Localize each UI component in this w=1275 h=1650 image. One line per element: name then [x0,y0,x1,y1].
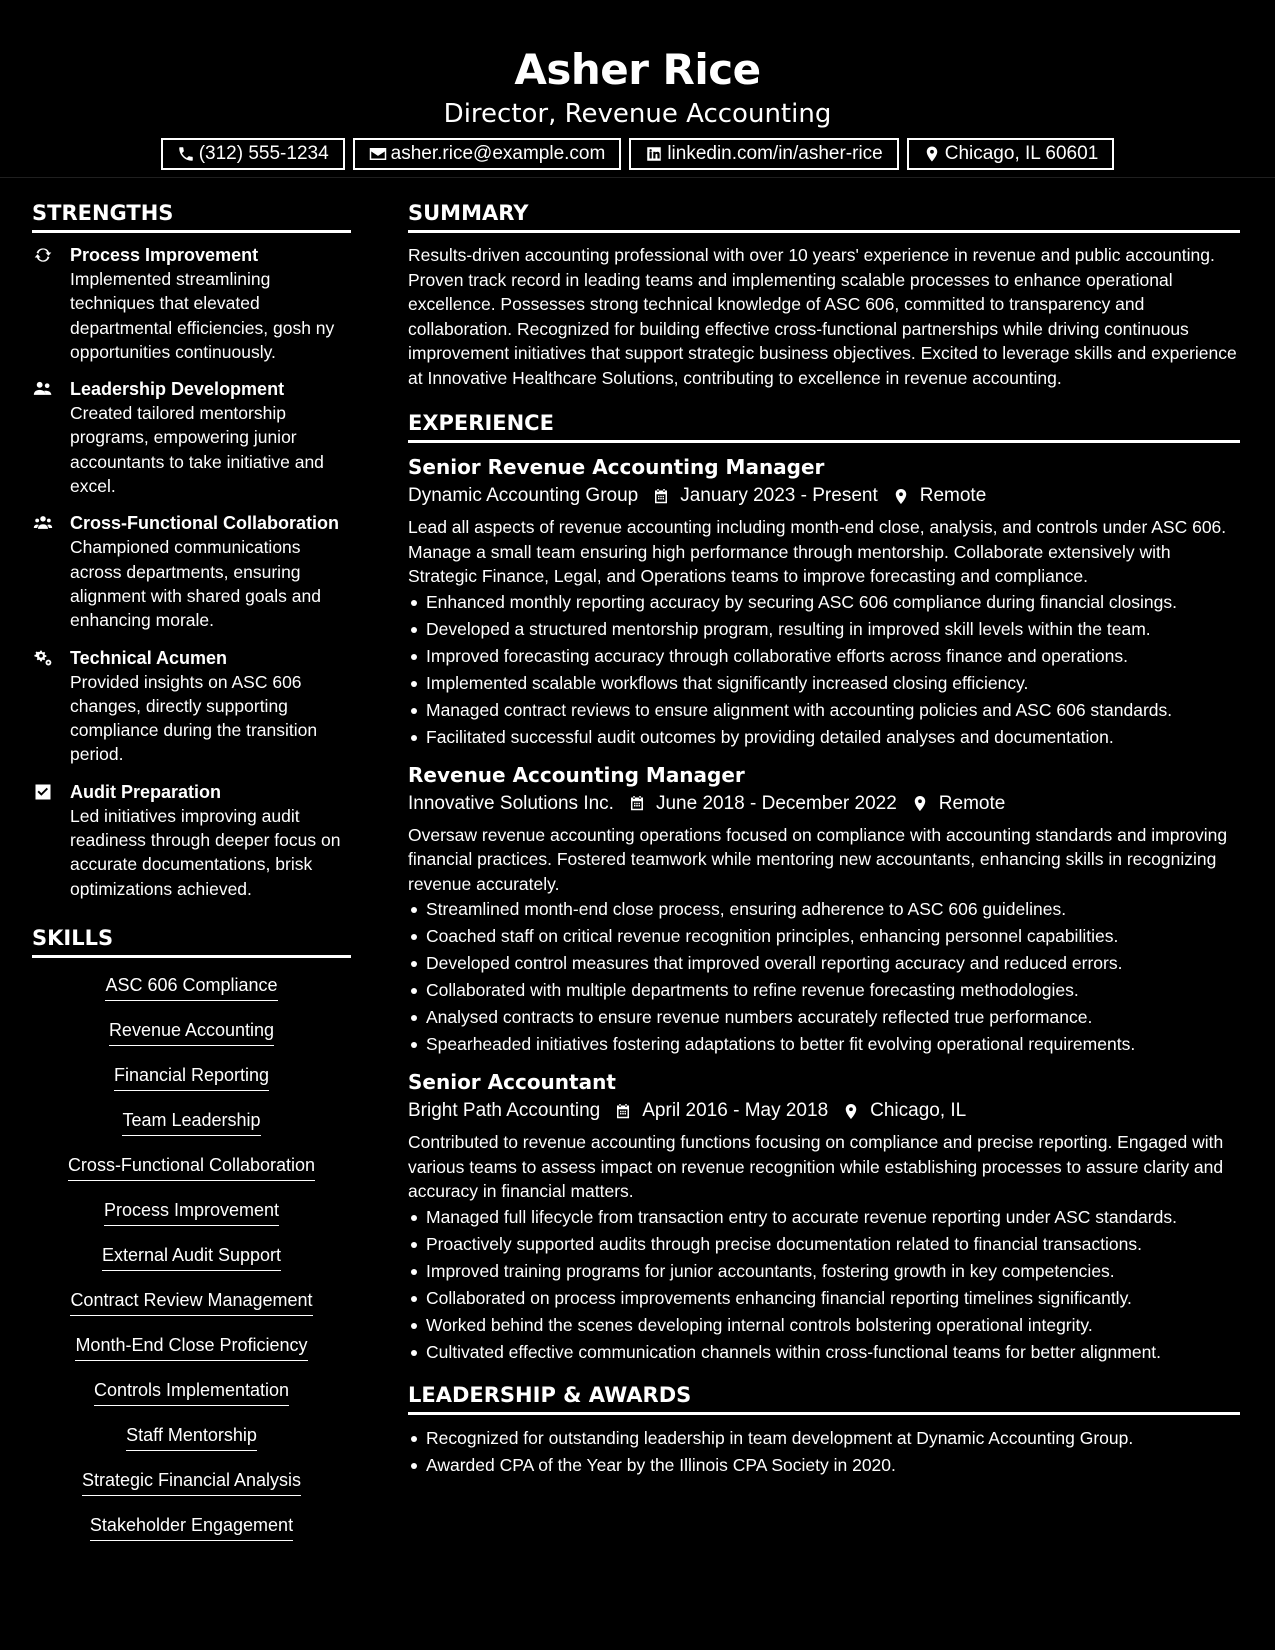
strength-title: Cross-Functional Collaboration [70,513,340,534]
experience-heading: EXPERIENCE [408,406,1240,443]
map-pin-icon [923,145,941,163]
bullet-item: Cultivated effective communication channels within cross-functional teams for better alignment. [408,1339,1240,1366]
job-location: Chicago, IL [870,1100,967,1121]
strength-title: Leadership Development [70,379,285,400]
map-pin-icon [892,487,910,506]
candidate-name: Asher Rice [514,45,761,94]
strength-item [32,243,351,364]
strength-title: Technical Acumen [70,647,228,668]
skills-heading: SKILLS [32,921,351,958]
skill-tag: External Audit Support [102,1242,281,1271]
bullet-item: Enhanced monthly reporting accuracy by securing ASC 606 compliance during financial closings. [408,589,1240,616]
calendar-icon [628,794,646,813]
bullet-item: Worked behind the scenes developing internal controls bolstering operational integrity. [408,1312,1240,1339]
resume-header [0,0,1275,178]
job-company: Dynamic Accounting Group [408,485,639,506]
award-item: Awarded CPA of the Year by the Illinois CPA Society in 2020. [408,1452,1240,1479]
skill-tag: Team Leadership [122,1107,260,1136]
award-item: Recognized for outstanding leadership in team development at Dynamic Accounting Group. [408,1425,1240,1452]
job-dates: June 2018 - December 2022 [655,792,897,814]
summary-heading: SUMMARY [408,196,1240,233]
strength-desc: Championed communications across departments, ensuring alignment with shared goals and enhancing morale. [70,537,321,631]
job-description: Lead all aspects of revenue accounting including month-end close, analysis, and controls under ASC 606. Manage a small team ensuring high performance through mentorship. Collaborate extensively with Strategic Finance, Legal, and Operations teams to improve forecasting and compliance. [408,517,1227,586]
awards-list [408,1425,1240,1479]
skill-tag: Stakeholder Engagement [90,1512,293,1541]
job-meta [408,481,1240,511]
job-title: Senior Revenue Accounting Manager [408,455,825,479]
strength-desc: Led initiatives improving audit readiness through deeper focus on accurate documentations, brisk optimizations achieved. [70,805,341,899]
job-company: Innovative Solutions Inc. [408,792,614,814]
job-title: Revenue Accounting Manager [408,762,745,787]
job-entry [408,761,1240,1059]
skill-tag: Controls Implementation [94,1377,289,1406]
bullet-item: Coached staff on critical revenue recognition principles, enhancing personnel capabilities. [408,923,1240,950]
envelope-icon [369,145,387,163]
map-pin-icon [842,1102,860,1121]
contact-phone-text: (312) 555-1234 [198,143,329,164]
cogs-icon [32,648,54,668]
bullet-item: Collaborated with multiple departments to refine revenue forecasting methodologies. [408,977,1240,1004]
skill-tag: Month-End Close Proficiency [75,1332,307,1361]
job-description: Contributed to revenue accounting functions focusing on compliance and precise reporting. Engaged with various teams to assess impact on revenue recognition while establishing processes to assure clarity and accuracy in financial matters. [408,1132,1224,1201]
job-description: Oversaw revenue accounting operations focused on compliance with accounting standards and improving financial practices. Fostered teamwork while mentoring new accountants, enhancing skills in recognizing revenue accurately. [408,824,1228,894]
contact-phone[interactable] [161,138,345,170]
skill-tag: Revenue Accounting [109,1017,274,1046]
job-bullets [408,1204,1240,1366]
skills-list [32,968,351,1557]
job-entry [408,453,1240,751]
strength-title: Audit Preparation [70,781,222,802]
bullet-item: Collaborated on process improvements enhancing financial reporting timelines significantly. [408,1285,1240,1312]
bullet-item: Managed full lifecycle from transaction entry to accurate revenue reporting under ASC standards. [408,1204,1240,1231]
skill-tag: Staff Mentorship [126,1422,257,1451]
bullet-item: Proactively supported audits through precise documentation related to financial transactions. [408,1231,1240,1258]
contact-email[interactable] [353,138,622,170]
strength-item [32,377,351,498]
strengths-heading: STRENGTHS [32,196,351,233]
bullet-item: Developed control measures that improved overall reporting accuracy and reduced errors. [408,950,1240,977]
check-square-icon [32,782,54,802]
awards-heading: LEADERSHIP & AWARDS [408,1378,1240,1415]
strength-desc: Implemented streamlining techniques that elevated departmental efficiencies, gosh ny opportunities continuously. [70,269,335,362]
skill-tag: Financial Reporting [114,1062,269,1091]
job-location: Remote [938,792,1006,814]
job-title: Senior Accountant [408,1070,616,1094]
left-column [32,196,351,1557]
skill-tag: Strategic Financial Analysis [82,1467,301,1496]
user-group-icon [32,379,54,399]
contact-linkedin-text: linkedin.com/in/asher-rice [667,143,883,164]
candidate-title: Director, Revenue Accounting [443,99,832,129]
bullet-item: Implemented scalable workflows that significantly increased closing efficiency. [408,670,1240,697]
phone-icon [177,145,195,163]
bullet-item: Streamlined month-end close process, ensuring adherence to ASC 606 guidelines. [408,896,1240,923]
contact-location-text: Chicago, IL 60601 [944,143,1099,164]
bullet-item: Spearheaded initiatives fostering adaptations to better fit evolving operational requirements. [408,1031,1240,1058]
skill-tag: Cross-Functional Collaboration [68,1152,315,1181]
linkedin-icon [645,145,663,163]
skill-tag: ASC 606 Compliance [105,972,277,1001]
skill-tag: Contract Review Management [70,1287,312,1316]
users-icon [32,513,54,533]
job-meta [408,1096,1240,1126]
job-dates: April 2016 - May 2018 [642,1100,829,1121]
strength-item [32,780,351,901]
job-bullets [408,896,1240,1058]
job-meta [408,789,1240,819]
job-company: Bright Path Accounting [408,1100,601,1121]
strength-title: Process Improvement [70,245,259,265]
job-dates: January 2023 - Present [680,485,878,506]
bullet-item: Improved training programs for junior accountants, fostering growth in key competencies. [408,1258,1240,1285]
bullet-item: Developed a structured mentorship program, resulting in improved skill levels within the team. [408,616,1240,643]
calendar-icon [614,1102,632,1121]
map-pin-icon [911,794,929,813]
strength-desc: Provided insights on ASC 606 changes, directly supporting compliance during the transition period. [70,671,318,765]
job-location: Remote [919,485,987,506]
contact-bar [0,138,1275,170]
sync-icon [32,245,54,265]
bullet-item: Facilitated successful audit outcomes by providing detailed analyses and documentation. [408,724,1240,751]
contact-linkedin[interactable] [629,138,898,170]
job-bullets [408,589,1240,751]
strength-desc: Created tailored mentorship programs, empowering junior accountants to take initiative and excel. [70,403,324,497]
contact-location [907,138,1115,170]
bullet-item: Analysed contracts to ensure revenue numbers accurately reflected true performance. [408,1004,1240,1031]
calendar-icon [652,487,670,506]
job-entry [408,1068,1240,1366]
bullet-item: Managed contract reviews to ensure alignment with accounting policies and ASC 606 standards. [408,697,1240,724]
summary-text: Results-driven accounting professional with over 10 years' experience in revenue and public accounting. Proven track record in leading teams and implementing scalable processes to enhance operational excellence. Possesses strong technical knowledge of ASC 606, committed to transparency and collaboration. Recognized for building effective cross-functional partnerships while driving continuous improvement initiatives that support strategic business objectives. Excited to leverage skills and experience at Innovative Healthcare Solutions, contributing to excellence in revenue accounting. [408,245,1237,388]
bullet-item: Improved forecasting accuracy through collaborative efforts across finance and operations. [408,643,1240,670]
right-column [408,196,1240,1489]
strength-item [32,511,351,632]
skill-tag: Process Improvement [104,1197,279,1226]
contact-email-text: asher.rice@example.com [390,143,606,164]
strength-item [32,646,351,767]
